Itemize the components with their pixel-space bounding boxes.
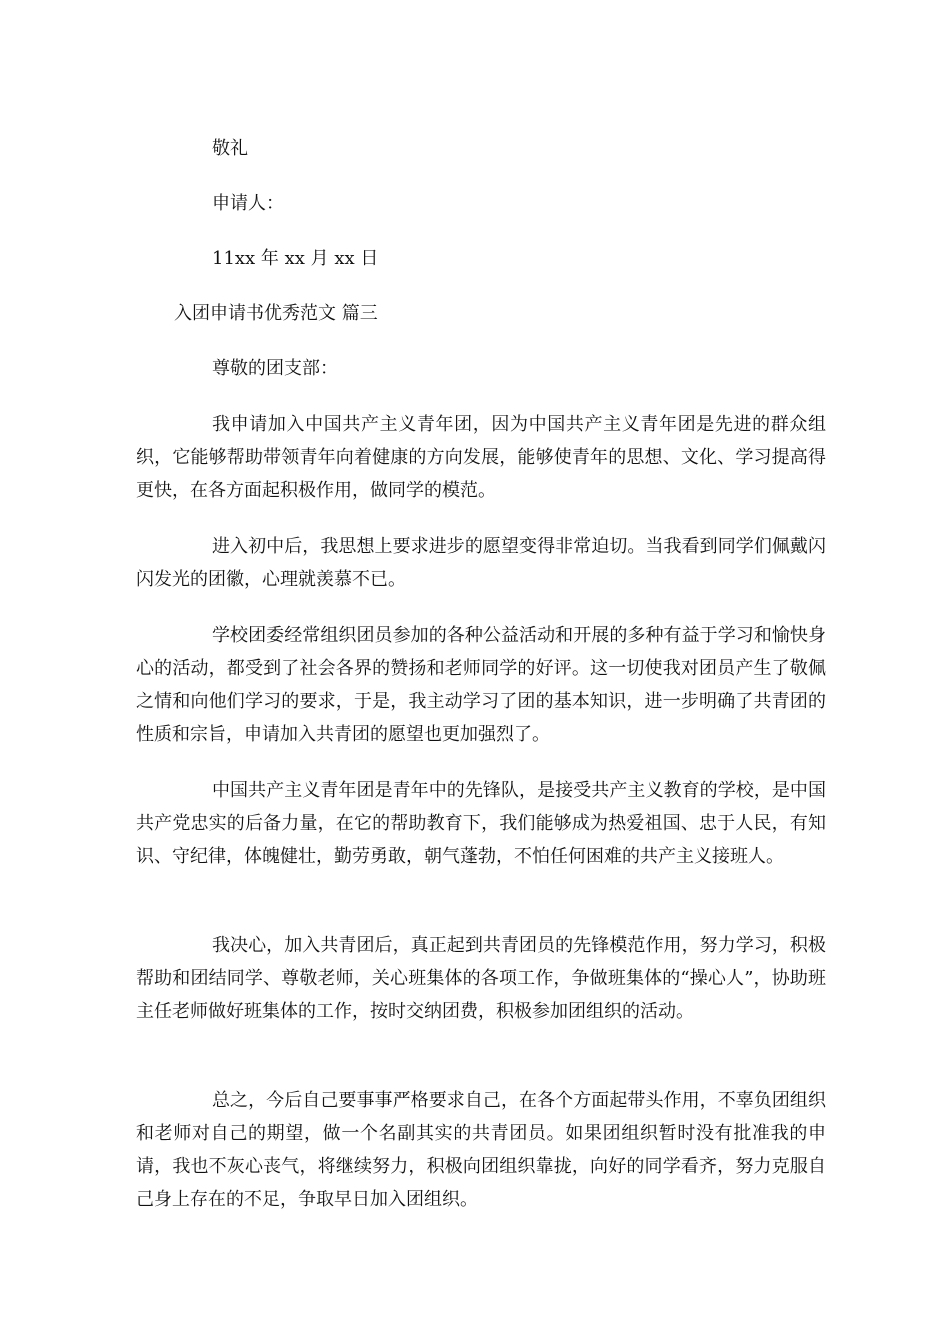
paragraph-6: 总之，今后自己要事事严格要求自己，在各个方面起带头作用，不辜负团组织和老师对自己的期望，做一个名副其实的共青团员。如果团组织暂时没有批准我的申请，我也不灰心丧气，将继续努力，积极向团组织靠拢，向好的同学看齐，努力克服自己身上存在的不足，争取早日加入团组织。	[136, 1090, 826, 1210]
paragraph-4: 中国共产主义青年团是青年中的先锋队，是接受共产主义教育的学校，是中国共产党忠实的后备力量，在它的帮助教育下，我们能够成为热爱祖国、忠于人民，有知识、守纪律，体魄健壮，勤劳勇敢，朝气蓬勃，不怕任何困难的共产主义接班人。	[136, 780, 826, 867]
section-title: 入团申请书优秀范文 篇三	[174, 303, 378, 324]
applicant-label: 申请人：	[212, 193, 284, 214]
paragraph-5: 我决心，加入共青团后，真正起到共青团员的先锋模范作用，努力学习，积极帮助和团结同学、尊敬老师，关心班集体的各项工作，争做班集体的“操心人”，协助班主任老师做好班集体的工作，按时交纳团费，积极参加团组织的活动。	[136, 935, 826, 1022]
letter-date: 11xx 年 xx 月 xx 日	[212, 248, 379, 269]
paragraph-2: 进入初中后，我思想上要求进步的愿望变得非常迫切。当我看到同学们佩戴闪闪发光的团徽，心理就羡慕不已。	[136, 536, 826, 590]
paragraph-1: 我申请加入中国共产主义青年团，因为中国共产主义青年团是先进的群众组织，它能够帮助带领青年向着健康的方向发展，能够使青年的思想、文化、学习提高得更快，在各方面起积极作用，做同学的模范。	[136, 414, 826, 501]
paragraph-3: 学校团委经常组织团员参加的各种公益活动和开展的多种有益于学习和愉快身心的活动，都受到了社会各界的赞扬和老师同学的好评。这一切使我对团员产生了敬佩之情和向他们学习的要求，于是，我主动学习了团的基本知识，进一步明确了共青团的性质和宗旨，申请加入共青团的愿望也更加强烈了。	[136, 625, 826, 745]
closing-salute: 敬礼	[212, 138, 248, 159]
letter-greeting: 尊敬的团支部：	[212, 358, 338, 379]
